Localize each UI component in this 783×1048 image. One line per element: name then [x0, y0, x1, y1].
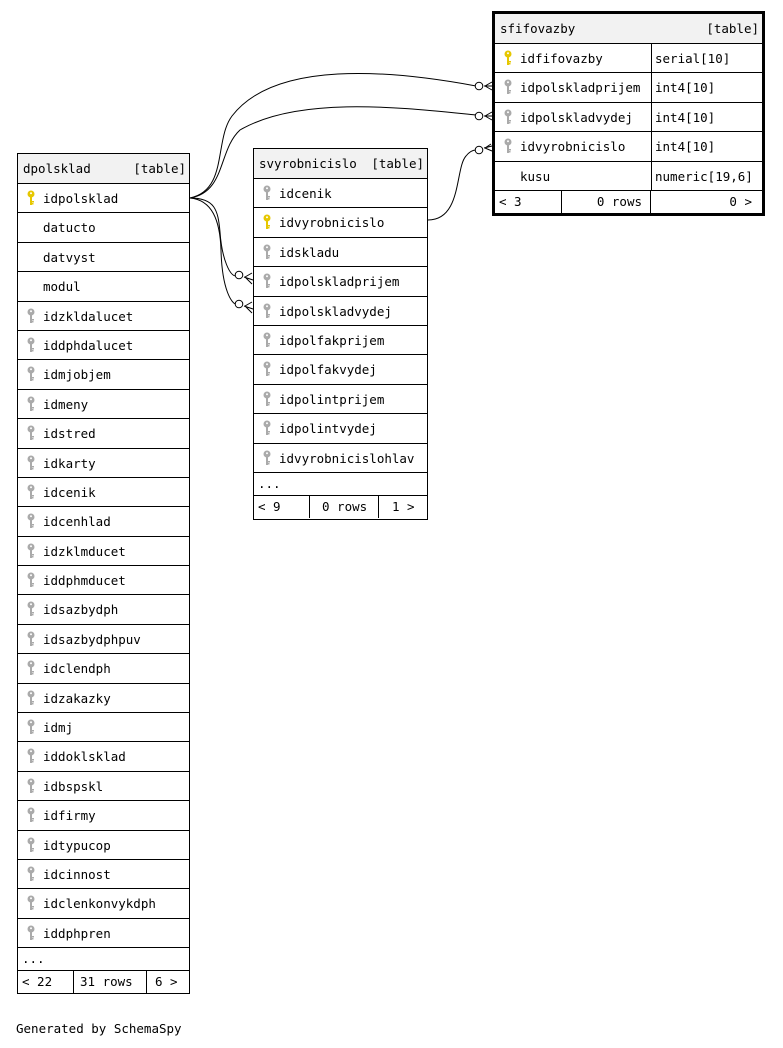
table-row[interactable] [254, 385, 427, 414]
column-name: idcenik [279, 186, 332, 201]
column-name-cell [495, 44, 652, 72]
table-row[interactable] [495, 162, 762, 191]
table-header[interactable] [495, 14, 762, 44]
column-name: idzakazky [43, 690, 111, 706]
foreign-key-icon [26, 748, 36, 764]
table-row[interactable] [18, 831, 189, 860]
table-row[interactable] [18, 889, 189, 918]
foreign-key-icon [26, 455, 36, 471]
footer-children[interactable]: 1 > [392, 498, 415, 514]
edge-marker-sfifovazby-prijem [475, 82, 492, 90]
column-name: idfirmy [43, 808, 96, 824]
foreign-key-icon [26, 337, 36, 353]
column-name: idpolskladvydej [520, 109, 633, 125]
footer-row-count: 31 rows [74, 971, 147, 993]
table-footer [254, 496, 427, 518]
table-row[interactable] [18, 449, 189, 478]
column-name: kusu [520, 168, 551, 184]
table-name: svyrobnicislo [259, 156, 357, 171]
column-name: idzklmducet [43, 543, 126, 559]
foreign-key-icon [26, 396, 36, 412]
table-row[interactable] [18, 625, 189, 654]
table-row[interactable] [254, 267, 427, 296]
column-name: idclenkonvykdph [43, 896, 156, 912]
foreign-key-icon [26, 807, 36, 823]
column-name-cell [495, 162, 652, 190]
column-name: idpolfakprijem [279, 332, 385, 348]
table-row[interactable] [18, 860, 189, 889]
column-name: idskladu [279, 244, 340, 260]
foreign-key-icon [26, 513, 36, 529]
column-name: iddphdalucet [43, 337, 134, 353]
edge-dpolsklad-svyrobnicislo-vydej [190, 198, 236, 304]
column-name: idpolintvydej [279, 421, 377, 437]
foreign-key-icon [26, 572, 36, 588]
edge-marker-sfifovazby-vydej [475, 112, 492, 120]
foreign-key-icon [26, 690, 36, 706]
footer-parents[interactable]: < 3 [495, 191, 562, 213]
column-name: idkarty [43, 455, 96, 471]
foreign-key-icon [503, 79, 513, 95]
table-header[interactable] [254, 149, 427, 179]
table-row[interactable] [18, 478, 189, 507]
column-name: idcenhlad [43, 514, 111, 530]
table-row[interactable] [495, 103, 762, 132]
table-row[interactable] [18, 360, 189, 389]
column-name: idmjobjem [43, 367, 111, 383]
foreign-key-icon [26, 895, 36, 911]
foreign-key-icon [26, 660, 36, 676]
table-sfifovazby[interactable] [492, 11, 765, 216]
column-name: idstred [43, 426, 96, 442]
column-type: numeric[19,6] [655, 168, 753, 184]
table-row[interactable] [18, 595, 189, 624]
foreign-key-icon [262, 361, 272, 377]
foreign-key-icon [262, 185, 272, 201]
column-name: datucto [43, 220, 96, 236]
foreign-key-icon [262, 273, 272, 289]
table-row[interactable] [18, 213, 189, 242]
table-row[interactable] [18, 272, 189, 301]
table-row[interactable] [18, 742, 189, 771]
table-row[interactable] [254, 179, 427, 208]
column-name: idmeny [43, 396, 89, 412]
column-name: iddphmducet [43, 573, 126, 589]
foreign-key-icon [26, 425, 36, 441]
table-footer [495, 191, 762, 213]
column-name: idsazbydph [43, 602, 119, 618]
column-name: idtypucop [43, 837, 111, 853]
foreign-key-icon [262, 332, 272, 348]
column-type: int4[10] [655, 139, 716, 155]
table-row[interactable] [254, 444, 427, 473]
table-row[interactable] [254, 414, 427, 443]
foreign-key-icon [26, 484, 36, 500]
foreign-key-icon [26, 719, 36, 735]
foreign-key-icon [262, 450, 272, 466]
column-type: int4[10] [655, 80, 716, 96]
column-name: idpolskladvydej [279, 303, 392, 319]
footer-children[interactable]: 0 > [729, 193, 752, 209]
table-svyrobnicislo[interactable] [253, 148, 428, 520]
footer-row-count: 0 rows [310, 496, 379, 518]
table-row[interactable] [495, 44, 762, 73]
column-name: idmj [43, 720, 74, 736]
edge-marker-svyrobnicislo-vydej [235, 300, 253, 313]
column-name-cell [495, 132, 652, 160]
column-name: iddphpren [43, 925, 111, 941]
column-name: idcenik [43, 484, 96, 500]
table-row[interactable] [18, 684, 189, 713]
column-name: idpolfakvydej [279, 362, 377, 378]
edge-marker-svyrobnicislo-prijem [235, 271, 253, 284]
foreign-key-icon [26, 366, 36, 382]
table-row[interactable] [254, 297, 427, 326]
table-name: sfifovazby [500, 21, 576, 36]
column-name: idfifovazby [520, 51, 603, 66]
table-kind: [table] [706, 21, 759, 36]
column-name-cell [495, 103, 652, 131]
primary-key-icon [26, 190, 36, 206]
column-name: idbspskl [43, 778, 104, 794]
table-name: dpolsklad [23, 161, 91, 176]
foreign-key-icon [26, 631, 36, 647]
table-kind: [table] [133, 161, 186, 176]
table-row[interactable] [254, 355, 427, 384]
column-name: idclendph [43, 661, 111, 677]
column-name: idvyrobnicislo [279, 215, 385, 231]
table-row[interactable] [18, 919, 189, 948]
footer-parents[interactable]: < 22 [18, 971, 74, 993]
foreign-key-icon [503, 109, 513, 125]
foreign-key-icon [262, 244, 272, 260]
foreign-key-icon [26, 543, 36, 559]
foreign-key-icon [262, 420, 272, 436]
table-row[interactable] [18, 184, 189, 213]
edge-dpolsklad-svyrobnicislo-prijem [190, 198, 236, 276]
table-row[interactable] [254, 208, 427, 237]
primary-key-icon [262, 214, 272, 230]
more-columns: ... [254, 473, 427, 496]
foreign-key-icon [262, 391, 272, 407]
column-name: idsazbydphpuv [43, 631, 141, 647]
column-name-cell [495, 73, 652, 101]
table-row[interactable] [18, 654, 189, 683]
table-row[interactable] [18, 566, 189, 595]
table-row[interactable] [18, 772, 189, 801]
column-name: idpolskladprijem [520, 80, 641, 96]
column-name: modul [43, 279, 81, 295]
column-type: serial[10] [655, 51, 731, 66]
footer-parents[interactable]: < 9 [254, 496, 310, 518]
table-row[interactable] [254, 326, 427, 355]
table-row[interactable] [18, 507, 189, 536]
table-header[interactable] [18, 154, 189, 184]
table-row[interactable] [18, 243, 189, 272]
table-row[interactable] [18, 390, 189, 419]
column-name: idpolsklad [43, 191, 119, 206]
foreign-key-icon [26, 866, 36, 882]
foreign-key-icon [26, 778, 36, 794]
primary-key-icon [503, 50, 513, 66]
generated-by-credit: Generated by SchemaSpy [16, 1021, 182, 1036]
table-footer [18, 971, 189, 993]
table-row[interactable] [18, 419, 189, 448]
footer-row-count: 0 rows [562, 191, 651, 213]
table-row[interactable] [18, 302, 189, 331]
column-name: idvyrobnicislo [520, 139, 626, 155]
table-row[interactable] [495, 73, 762, 102]
foreign-key-icon [26, 925, 36, 941]
column-type: int4[10] [655, 109, 716, 125]
table-row[interactable] [18, 801, 189, 830]
foreign-key-icon [26, 837, 36, 853]
more-columns: ... [18, 948, 189, 971]
column-name: datvyst [43, 249, 96, 265]
table-row[interactable] [18, 331, 189, 360]
table-row[interactable] [18, 537, 189, 566]
footer-children[interactable]: 6 > [155, 974, 178, 990]
column-name: idvyrobnicislohlav [279, 450, 415, 466]
table-dpolsklad[interactable] [17, 153, 190, 994]
foreign-key-icon [26, 308, 36, 324]
table-row[interactable] [254, 238, 427, 267]
column-name: idpolskladprijem [279, 274, 400, 290]
column-name: iddoklsklad [43, 749, 126, 765]
table-row[interactable] [18, 713, 189, 742]
edge-marker-sfifovazby-vyrobnicislo [475, 144, 492, 154]
foreign-key-icon [26, 601, 36, 617]
edge-svyrobnicislo-sfifovazby [428, 150, 476, 220]
foreign-key-icon [262, 303, 272, 319]
column-name: idzkldalucet [43, 308, 134, 324]
table-kind: [table] [371, 156, 424, 171]
foreign-key-icon [503, 138, 513, 154]
table-row[interactable] [495, 132, 762, 161]
column-name: idpolintprijem [279, 391, 385, 407]
column-name: idcinnost [43, 866, 111, 882]
